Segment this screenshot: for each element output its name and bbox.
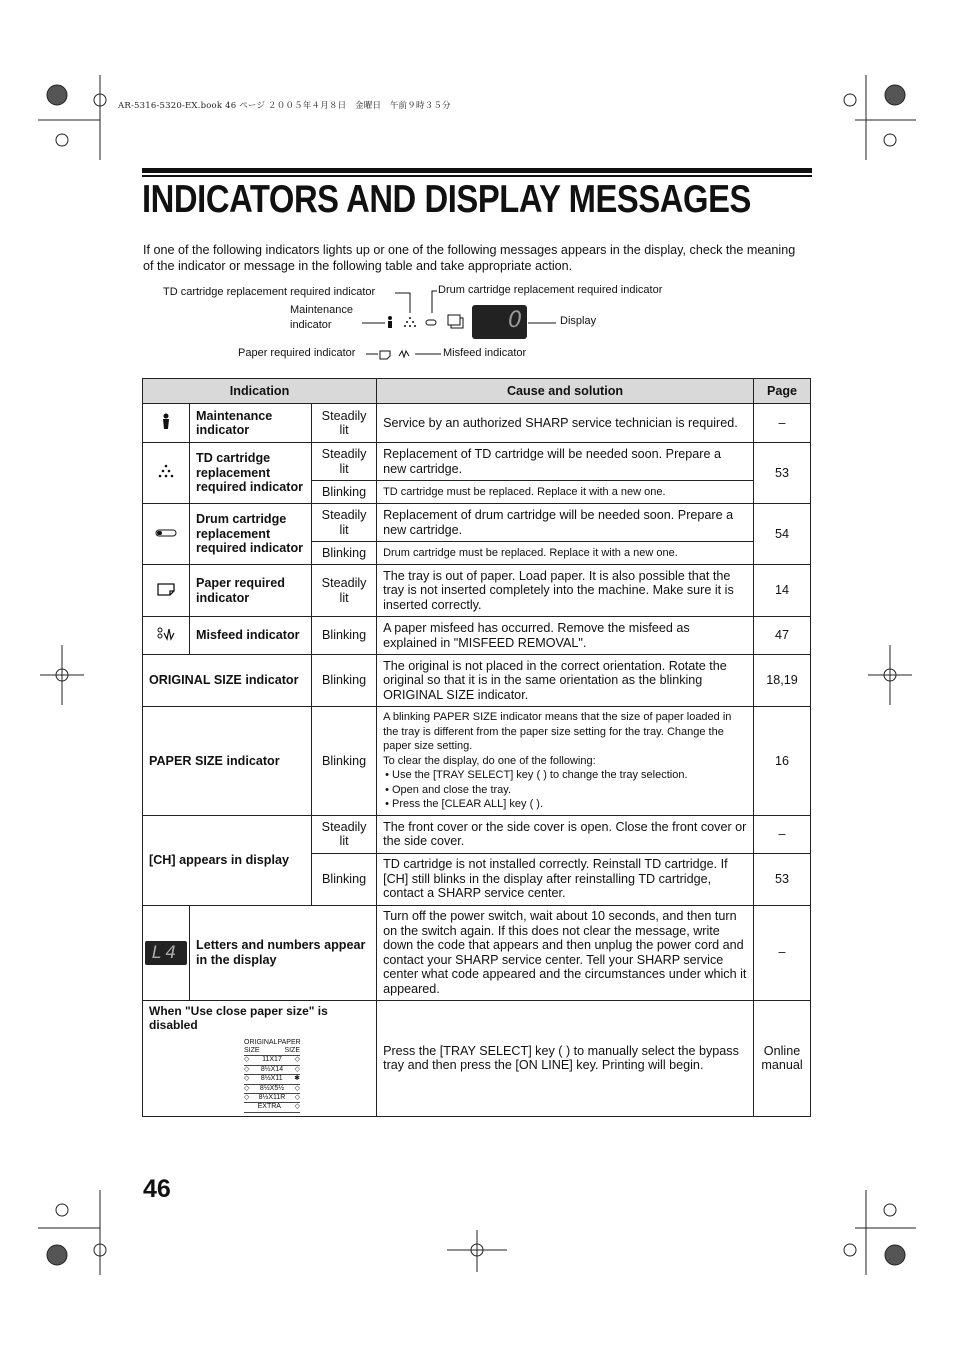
drum-cartridge-icon [143,504,190,565]
row-cause: Turn off the power switch, wait about 10 seconds, and then turn on the switch again. If this does not clear the message, write down the code that appears and then unplug the power cord and contact your SHARP service center. Tell your SHARP service center what code appeared and the circumstances under which it appeared. [377,905,754,1000]
cause-text: To clear the display, do one of the following: [383,754,596,767]
bullet-item: • Press the [CLEAR ALL] key ( ). [385,798,544,810]
row-name: Letters and numbers appear in the display [190,905,377,1000]
row-name: Drum cartridge replacement required indicator [190,504,312,565]
paper-required-icon [143,565,190,617]
row-page: – [754,404,811,443]
header-page: Page [754,379,811,404]
row-state: Blinking [312,655,377,707]
page-number: 46 [143,1175,171,1203]
row-page: 47 [754,617,811,655]
size-header: SIZE [284,1046,300,1054]
intro-paragraph: If one of the following indicators lights up or one of the following messages appears in the display, check the meaning of the indicator or message in the following table and take appropriate action. [143,243,796,273]
row-cause: The original is not placed in the correct orientation. Rotate the original so that it is in the same orientation as the blinking ORIGINAL SIZE indicator. [377,655,754,707]
paper-indicator-label: Paper required indicator [238,347,356,359]
bullet-item: • Open and close the tray. [385,783,512,796]
row-state: Steadily lit [312,815,377,853]
size-item: 8½X11 [260,1075,283,1083]
size-item: 8½X14 [260,1065,284,1073]
size-header: SIZE [244,1046,260,1054]
table-row [143,905,811,1000]
row-cause: The front cover or the side cover is open. Close the front cover or the side cover. [377,815,754,853]
page-title: INDICATORS AND DISPLAY MESSAGES [142,178,751,221]
row-name: PAPER SIZE indicator [143,707,312,816]
size-item: EXTRA [257,1103,281,1111]
size-item: 11X17 [262,1056,282,1064]
error-code-display: L4 [145,941,187,965]
row-page: Online manual [754,1000,811,1116]
table-row [143,655,811,707]
row-state: Steadily lit [312,443,377,481]
close-paper-cell [143,1000,377,1116]
maintenance-label-1: Maintenance [290,304,353,316]
header-indication: Indication [143,379,377,404]
diagram-leaders [0,0,954,380]
td-cartridge-icon [143,443,190,504]
row-cause: Press the [TRAY SELECT] key ( ) to manually select the bypass tray and then press the [ON LINE] key. Printing will begin. [377,1000,754,1116]
row-state: Steadily lit [312,504,377,542]
header-cause: Cause and solution [377,379,754,404]
row-page: 53 [754,853,811,905]
size-item: 8½X5½ [259,1084,285,1092]
misfeed-indicator-label: Misfeed indicator [443,347,527,359]
size-header: PAPER [277,1038,301,1046]
size-item: 8½X11R [258,1093,286,1101]
row-page: 14 [754,565,811,617]
row-name: TD cartridge replacement required indicator [190,443,312,504]
row-name: Paper required indicator [190,565,312,617]
row-page: – [754,815,811,853]
error-code-display-icon [143,905,190,1000]
size-header: ORIGINAL [244,1038,278,1046]
row-cause: Drum cartridge must be replaced. Replace it with a new one. [377,542,754,565]
table-row [143,404,811,443]
row-name: ORIGINAL SIZE indicator [143,655,312,707]
misfeed-icon [143,617,190,655]
row-cause: TD cartridge is not installed correctly. Reinstall TD cartridge. If [CH] still blinks in the display after reinstalling TD cartridge, contact a SHARP service center. [377,853,754,905]
maintenance-label-2: indicator [290,319,332,331]
row-name: Misfeed indicator [190,617,312,655]
row-cause: Replacement of drum cartridge will be needed soon. Prepare a new cartridge. [377,504,754,542]
indicators-table [142,378,811,1117]
maintenance-icon [143,404,190,443]
row-name: Maintenance indicator [190,404,312,443]
display-label: Display [560,315,597,327]
row-cause: Service by an authorized SHARP service technician is required. [377,404,754,443]
row-cause: The tray is out of paper. Load paper. It is also possible that the tray is not inserted completely into the machine. Make sure it is inserted correctly. [377,565,754,617]
row-state: Blinking [312,617,377,655]
table-row [143,443,811,481]
table-row [143,1000,811,1116]
table-row [143,815,811,853]
row-page: – [754,905,811,1000]
row-cause: A paper misfeed has occurred. Remove the misfeed as explained in "MISFEED REMOVAL". [377,617,754,655]
row-page: 54 [754,504,811,565]
row-state: Blinking [312,853,377,905]
row-page: 18,19 [754,655,811,707]
table-row [143,565,811,617]
td-indicator-label: TD cartridge replacement required indicator [163,286,376,298]
book-header: AR-5316-5320-EX.book 46 ページ ２００５年４月８日 金曜日 午前９時３５分 [118,101,451,111]
row-state: Blinking [312,707,377,816]
table-row [143,617,811,655]
bullet-item: • Use the [TRAY SELECT] key ( ) to change the tray selection. [385,769,688,781]
row-state: Steadily lit [312,404,377,443]
row-name: When "Use close paper size" is disabled [149,1003,328,1032]
row-page: 16 [754,707,811,816]
bullet-text: Use the [TRAY SELECT] key ( ) to change the tray selection. [392,769,688,781]
cause-text: A blinking PAPER SIZE indicator means that the size of paper loaded in the tray is different from the paper size setting for the tray. Change the paper size setting. [383,711,732,752]
bullet-text: Open and close the tray. [392,783,512,796]
row-page: 53 [754,443,811,504]
table-row [143,707,811,816]
row-name: [CH] appears in display [143,815,312,905]
drum-indicator-label: Drum cartridge replacement required indicator [438,284,663,296]
row-cause [377,707,754,816]
row-state: Steadily lit [312,565,377,617]
bullet-text: Press the [CLEAR ALL] key ( ). [392,798,544,810]
display-digit: 0 [508,308,522,333]
row-cause: TD cartridge must be replaced. Replace it with a new one. [377,481,754,504]
row-cause: Replacement of TD cartridge will be needed soon. Prepare a new cartridge. [377,443,754,481]
table-header-row [143,379,811,404]
row-state: Blinking [312,481,377,504]
size-indicator-panel: ORIGINAL PAPER SIZE SIZE ◇ 11X17 ◇ ◇ 8½X14 ◇ ◇ 8½X11 ✱ ◇ 8½X5½ ◇ ◇ 8½X11R ◇ EXTRA ◇ [244,1039,300,1113]
table-row [143,504,811,542]
row-state: Blinking [312,542,377,565]
